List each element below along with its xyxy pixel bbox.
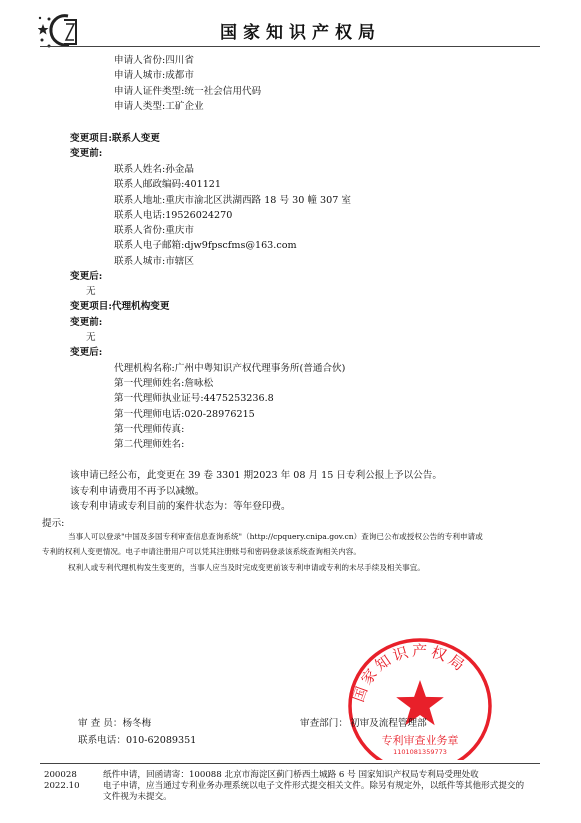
- footer-line-3: 文件视为未提交。: [103, 792, 172, 802]
- change-item-contact: 变更项目:联系人变更: [70, 133, 160, 144]
- notice-publication: 该申请已经公布，此变更在 39 卷 3301 期2023 年 08 月 15 日专利公报上予以公告。: [70, 470, 442, 481]
- change1-after-value: 无: [86, 286, 96, 297]
- examiner: 审 查 员：杨冬梅: [78, 718, 152, 729]
- hint-label: 提示:: [42, 518, 65, 529]
- contact-email: 联系人电子邮箱:djw9fpscfms@163.com: [114, 240, 297, 251]
- footer-code-2: 2022.10: [44, 781, 80, 791]
- review-department-label: 审查部门：: [300, 718, 348, 729]
- applicant-province: 申请人省份:四川省: [114, 55, 194, 66]
- contact-phone: 联系人电话:19526024270: [114, 210, 233, 221]
- contact-province: 联系人省份:重庆市: [114, 225, 194, 236]
- change2-before-label: 变更前:: [70, 317, 103, 328]
- hint-line-2: 专利的权利人变更情况。电子申请注册用户可以凭其注册账号和密码登录该系统查询相关内容。: [42, 547, 361, 556]
- page-title: 国家知识产权局: [220, 23, 381, 43]
- change1-after-label: 变更后:: [70, 271, 103, 282]
- contact-postcode: 联系人邮政编码:401121: [114, 179, 222, 190]
- agent1-license: 第一代理师执业证号:4475253236.8: [114, 393, 274, 404]
- footer-divider: [40, 763, 540, 764]
- agent2-name: 第二代理师姓名:: [114, 439, 185, 450]
- contact-address: 联系人地址:重庆市渝北区洪湖西路 18 号 30 幢 307 室: [114, 195, 351, 206]
- footer-code-1: 200028: [44, 770, 77, 780]
- contact-city: 联系人城市:市辖区: [114, 256, 194, 267]
- agent1-phone: 第一代理师电话:020-28976215: [114, 409, 255, 420]
- hint-line-3: 权利人或专利代理机构发生变更的，当事人应当及时完成变更前该专利申请或专利的未尽手续及相关事宜。: [68, 563, 425, 572]
- seal-line-1: 专利审查业务章: [381, 734, 459, 747]
- agent1-fax: 第一代理师传真:: [114, 424, 185, 435]
- change2-after-label: 变更后:: [70, 347, 103, 358]
- footer-line-1: 纸件申请，回函请寄：100088 北京市海淀区蓟门桥西土城路 6 号 国家知识产权局专利局受理处收: [103, 770, 479, 780]
- seal-line-2: 1101081359773: [393, 748, 447, 756]
- footer-line-2: 电子申请，应当通过专利业务办理系统以电子文件形式提交相关文件。除另有规定外，以纸件等其他形式提交的: [103, 781, 525, 791]
- applicant-city: 申请人城市:成都市: [114, 70, 194, 81]
- header-divider: [40, 46, 540, 47]
- change-item-agency: 变更项目:代理机构变更: [70, 301, 170, 312]
- contact-phone-number: 联系电话：010-62089351: [78, 735, 197, 746]
- cnipa-logo-icon: [38, 10, 82, 50]
- review-department: 初审及流程管理部: [350, 718, 427, 729]
- notice-status: 该专利申请或专利目前的案件状态为：等年登印费。: [70, 501, 291, 512]
- contact-name: 联系人姓名:孙金晶: [114, 164, 194, 175]
- applicant-type: 申请人类型:工矿企业: [114, 101, 204, 112]
- official-seal: [340, 630, 500, 760]
- notice-fee: 该专利申请费用不再予以减缴。: [70, 486, 205, 497]
- applicant-id-type: 申请人证件类型:统一社会信用代码: [114, 86, 262, 97]
- hint-line-1: 当事人可以登录"中国及多国专利审查信息查询系统"（http://cpquery.cnipa.gov.cn）查询已公布或授权公告的专利申请或: [68, 532, 483, 541]
- change2-before-value: 无: [86, 332, 96, 343]
- seal-top-text: 国家知识产权局: [349, 641, 471, 705]
- agency-name: 代理机构名称:广州中粤知识产权代理事务所(普通合伙): [114, 363, 346, 374]
- change1-before-label: 变更前:: [70, 148, 103, 159]
- agent1-name: 第一代理师姓名:詹咏松: [114, 378, 214, 389]
